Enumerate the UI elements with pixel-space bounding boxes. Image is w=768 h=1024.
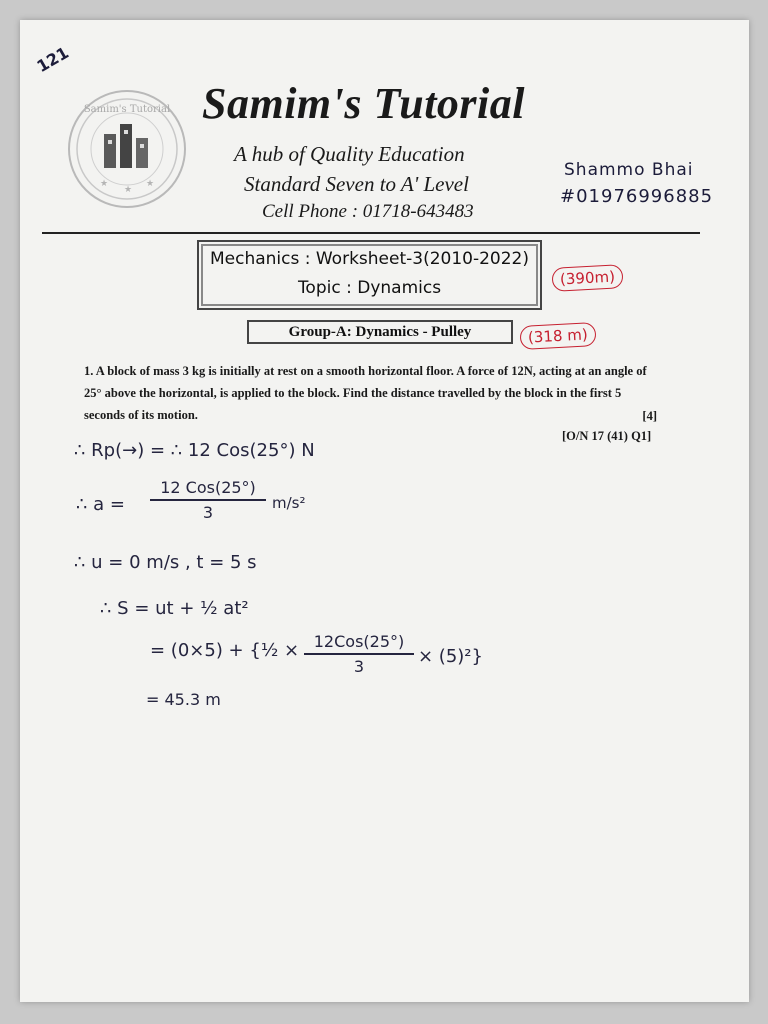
worksheet-count-note: (390m) <box>551 264 623 292</box>
working-accel-numerator: 12 Cos(25°) <box>160 478 256 497</box>
svg-text:★: ★ <box>100 179 109 189</box>
logo-icon <box>100 120 154 176</box>
svg-text:★: ★ <box>124 185 133 195</box>
corner-mark: 121 <box>33 42 72 77</box>
worksheet-title-box <box>197 240 542 310</box>
worksheet-page <box>20 20 749 1002</box>
working-answer: = 45.3 m <box>146 690 221 709</box>
tagline-phone: Cell Phone : 01718-643483 <box>262 201 474 222</box>
handwritten-phone: #01976996885 <box>560 186 714 207</box>
working-accel-fraction <box>150 478 266 522</box>
group-label: Group-A: Dynamics - Pulley <box>247 320 513 344</box>
fraction-bar <box>150 499 266 501</box>
working-accel-denominator: 3 <box>202 502 214 522</box>
header-divider <box>42 232 700 234</box>
working-accel-prefix: ∴ a = <box>76 494 126 515</box>
svg-text:Samim's Tutorial: Samim's Tutorial <box>83 104 171 115</box>
working-sub-prefix: = (0×5) + {½ × <box>150 640 300 661</box>
brand-title: Samim's Tutorial <box>202 79 526 128</box>
worksheet-topic: Topic : Dynamics <box>297 278 442 298</box>
question-text: 1. A block of mass 3 kg is initially at rest on a smooth horizontal floor. A force of 12N, acting at an angle of 25° above the horizontal, is applied to the block. Find the distance travelled by the block in the first 5 seconds of its motion. <box>84 364 647 422</box>
working-line-initial: ∴ u = 0 m/s , t = 5 s <box>74 552 257 573</box>
fraction-bar <box>304 653 414 655</box>
working-sub-fraction <box>304 632 414 676</box>
svg-text:★: ★ <box>146 179 155 189</box>
logo-seal <box>68 90 186 208</box>
working-line-force: ∴ Rp(→) = ∴ 12 Cos(25°) N <box>74 440 315 461</box>
tagline-quality: A hub of Quality Education <box>234 142 465 166</box>
question-marks: [4] <box>642 409 657 423</box>
working-accel-unit: m/s² <box>272 494 306 512</box>
handwritten-name: Shammo Bhai <box>564 160 694 180</box>
worksheet-title: Mechanics : Worksheet-3(2010-2022) <box>209 249 530 269</box>
working-line-equation: ∴ S = ut + ½ at² <box>100 598 249 619</box>
working-sub-denominator: 3 <box>353 656 365 676</box>
question-reference: [O/N 17 (41) Q1] <box>562 429 652 443</box>
working-sub-suffix: × (5)²} <box>418 646 483 667</box>
group-count-note: (318 m) <box>519 322 596 350</box>
tagline-levels: Standard Seven to A' Level <box>244 172 469 196</box>
working-sub-numerator: 12Cos(25°) <box>313 632 405 651</box>
